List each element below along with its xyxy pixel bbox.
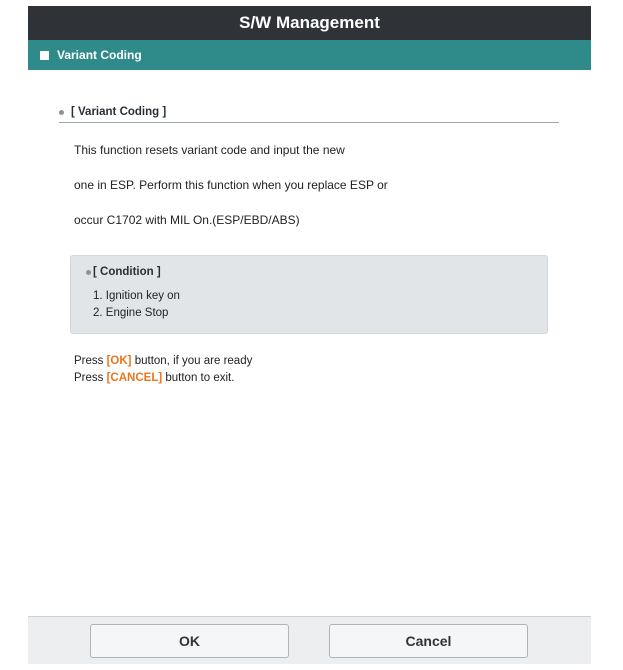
- button-bar: [28, 616, 591, 664]
- condition-title-text: [ Condition ]: [93, 266, 161, 278]
- bullet-dot-icon: [59, 110, 64, 115]
- window-title: [28, 6, 591, 40]
- instruction-prefix: Press: [74, 355, 107, 367]
- square-icon: [40, 51, 49, 60]
- instruction-suffix: button to exit.: [162, 372, 235, 384]
- description-line: one in ESP. Perform this function when you replace ESP or: [74, 178, 388, 192]
- cancel-button[interactable]: Cancel: [329, 624, 528, 658]
- cancel-key-highlight: [CANCEL]: [106, 372, 163, 384]
- bullet-dot-icon: [86, 270, 91, 275]
- instruction-ok: [74, 355, 252, 367]
- section-header: [28, 40, 591, 70]
- description-line: occur C1702 with MIL On.(ESP/EBD/ABS): [74, 213, 300, 227]
- instruction-cancel: [74, 372, 234, 384]
- description-line: This function resets variant code and input the new: [74, 143, 345, 157]
- instruction-prefix: Press: [74, 372, 107, 384]
- sw-management-dialog: [28, 6, 591, 664]
- condition-item: 2. Engine Stop: [93, 307, 169, 319]
- section-header-label: Variant Coding: [57, 48, 142, 62]
- condition-box: [70, 255, 548, 334]
- condition-title: [86, 266, 161, 278]
- ok-key-highlight: [OK]: [106, 355, 132, 367]
- content-heading: [59, 102, 559, 123]
- content-heading-text: [ Variant Coding ]: [71, 106, 167, 118]
- window-title-text: S/W Management: [239, 13, 380, 32]
- instruction-suffix: button, if you are ready: [131, 355, 253, 367]
- ok-button[interactable]: OK: [90, 624, 289, 658]
- condition-item: 1. Ignition key on: [93, 290, 180, 302]
